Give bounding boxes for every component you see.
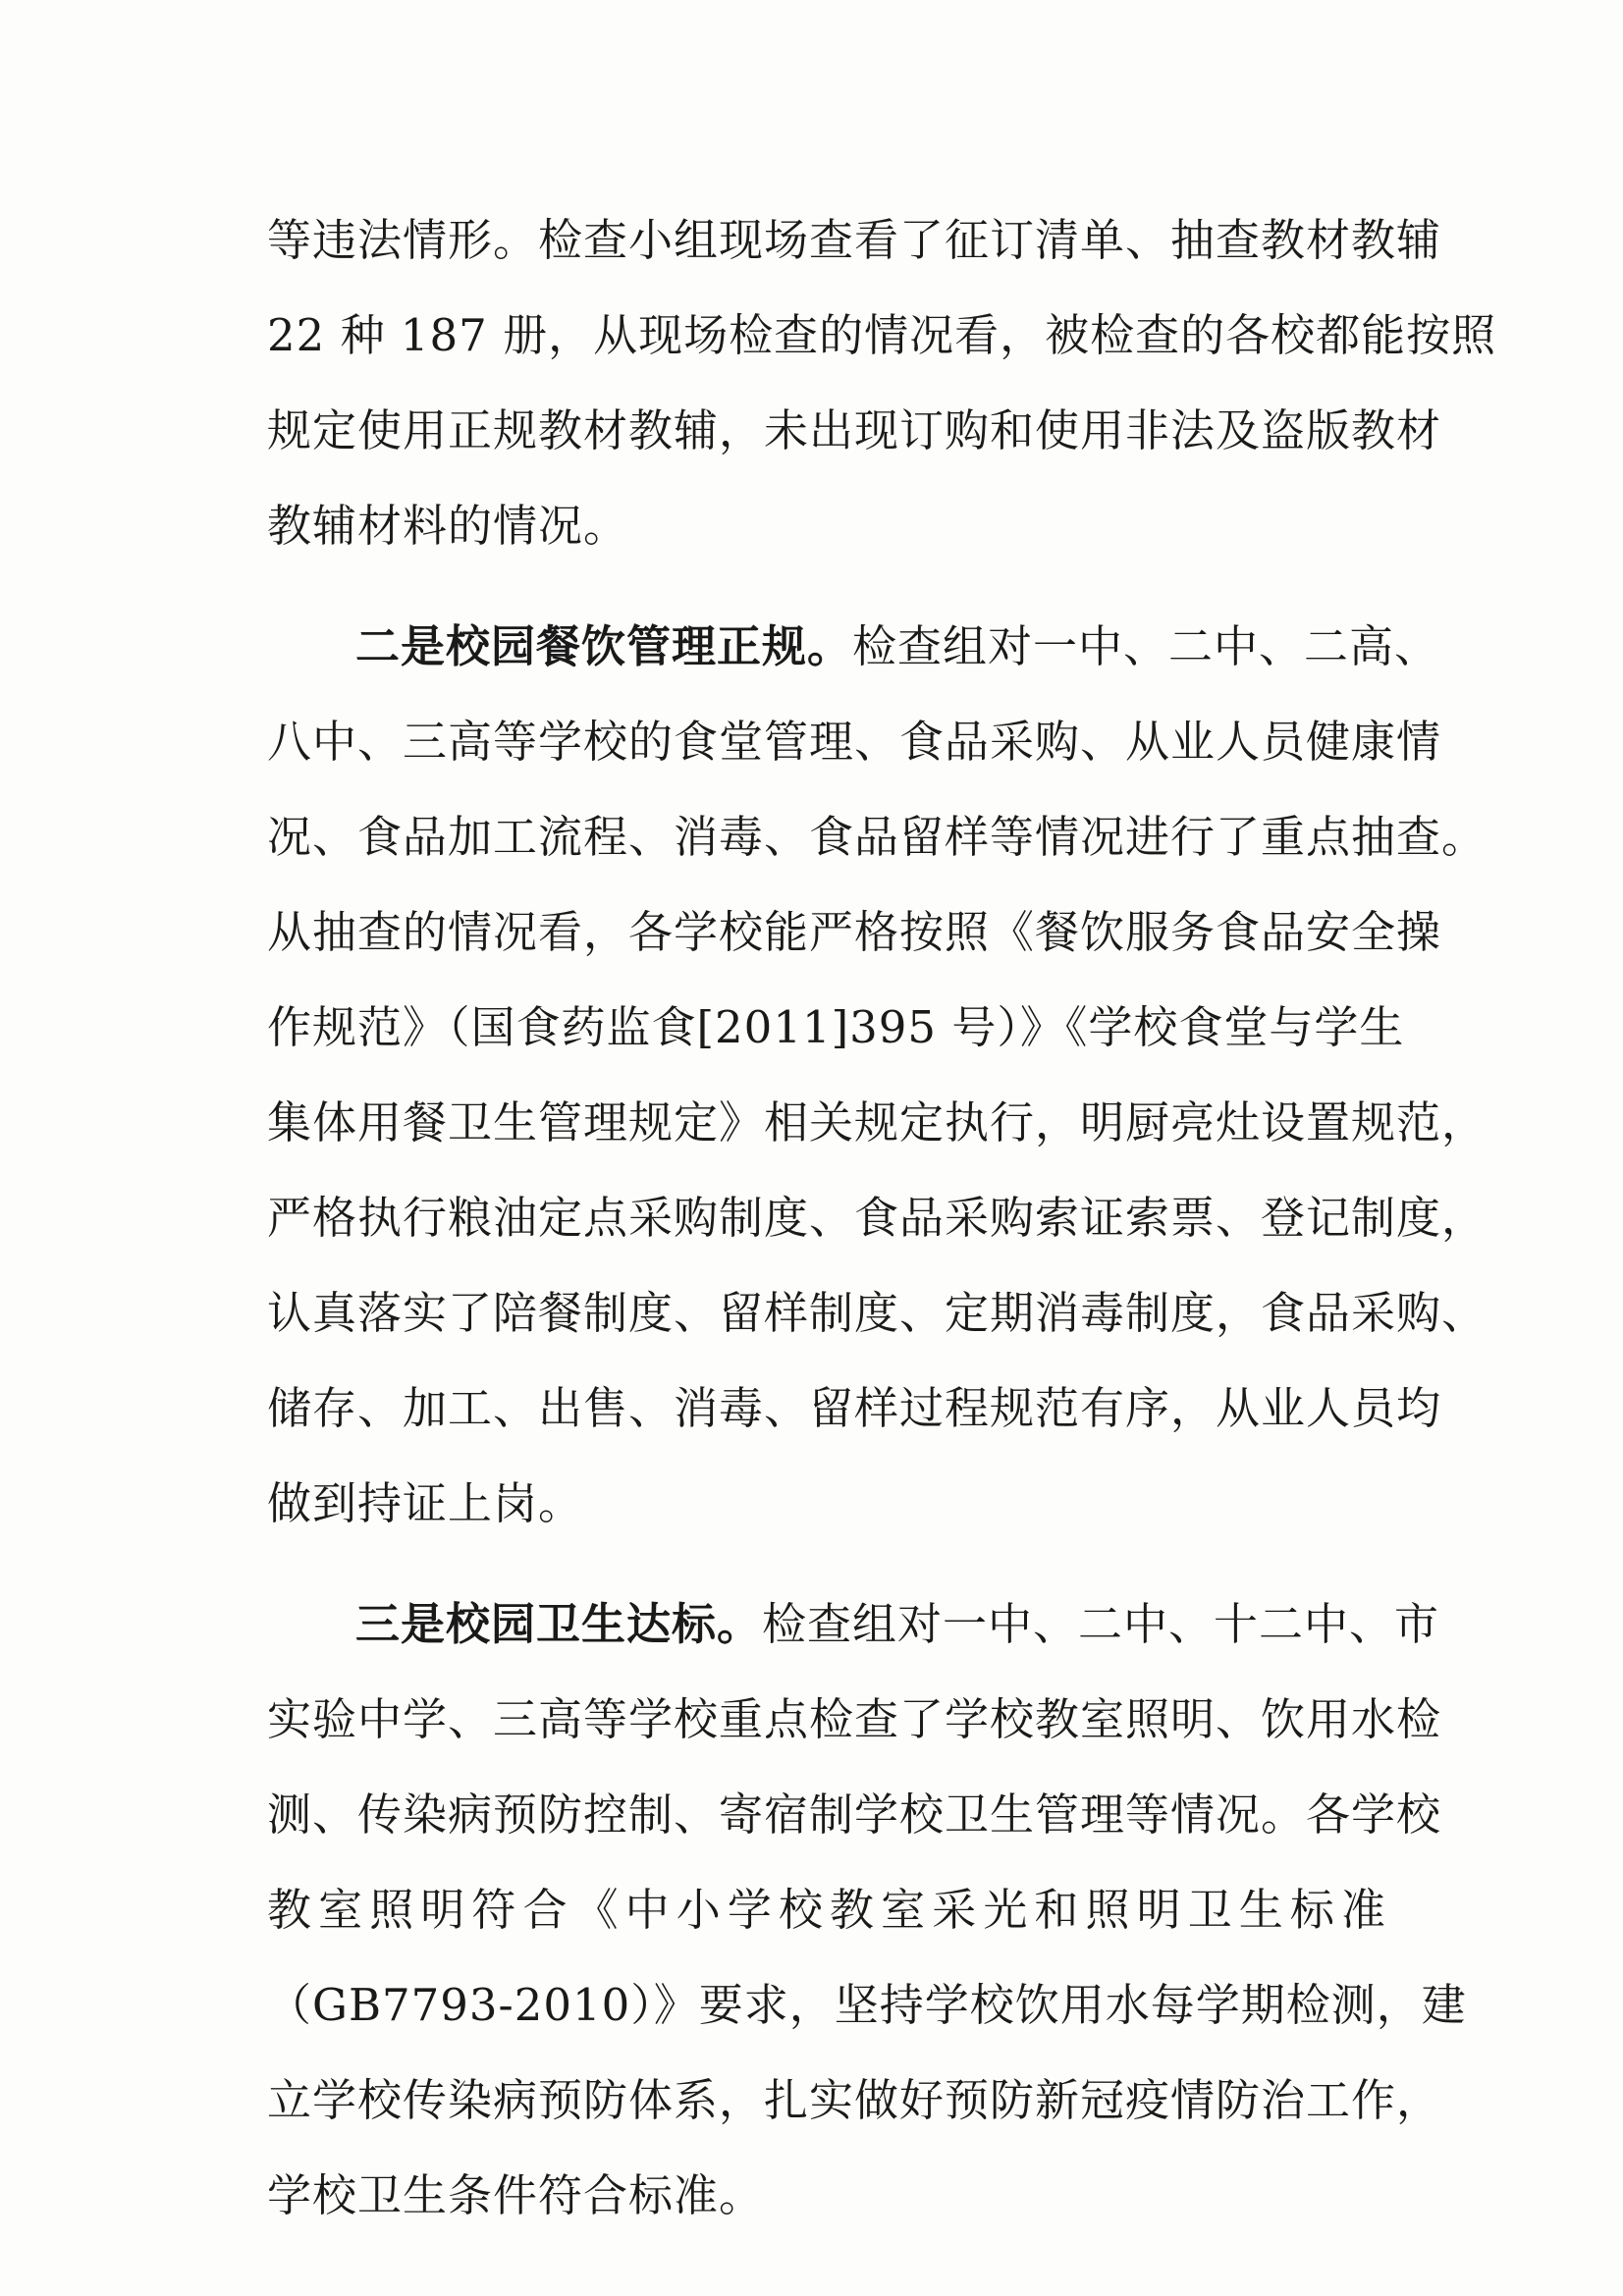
- text-line: 规定使用正规教材教辅，未出现订购和使用非法及盗版教材: [267, 404, 1442, 456]
- document-body: [267, 192, 1497, 2243]
- text-line: 学校卫生条件符合标准。: [267, 2169, 765, 2221]
- text-line: 立学校传染病预防体系，扎实做好预防新冠疫情防治工作，: [267, 2074, 1442, 2126]
- paragraph-3: [267, 1576, 1467, 2243]
- text-line: 做到持证上岗。: [267, 1477, 584, 1529]
- text-line: 教室照明符合《中小学校教室采光和照明卫生标准: [267, 1884, 1386, 1936]
- text-line: 八中、三高等学校的食堂管理、食品采购、从业人员健康情: [267, 716, 1442, 768]
- text-line: 严格执行粮油定点采购制度、食品采购索证索票、登记制度，: [267, 1192, 1488, 1244]
- paragraph-1: [267, 192, 1497, 573]
- text-line: 储存、加工、出售、消毒、留样过程规范有序，从业人员均: [267, 1382, 1442, 1434]
- text-line: 22 种 187 册，从现场检查的情况看，被检查的各校都能按照: [267, 309, 1497, 361]
- text-line: [267, 599, 1440, 694]
- text-line: （GB7793-2010）》要求，坚持学校饮用水每学期检测，建: [267, 1979, 1467, 2031]
- text-line: 等违法情形。检查小组现场查看了征订清单、抽查教材教辅: [267, 214, 1442, 266]
- paragraph-2: [267, 599, 1488, 1551]
- text-line: 集体用餐卫生管理规定》相关规定执行，明厨亮灶设置规范，: [267, 1096, 1488, 1148]
- text-line: 测、传染病预防控制、寄宿制学校卫生管理等情况。各学校: [267, 1789, 1442, 1841]
- paragraph-heading: 三是校园卫生达标。: [355, 1598, 763, 1650]
- text-line: 认真落实了陪餐制度、留样制度、定期消毒制度，食品采购、: [267, 1287, 1488, 1339]
- text-line: 教辅材料的情况。: [267, 500, 629, 552]
- paragraph-heading: 二是校园餐饮管理正规。: [355, 620, 853, 672]
- paragraph-spacer: [267, 1551, 1386, 1576]
- text-fragment: 检查组对一中、二中、二高、: [852, 620, 1440, 672]
- paragraph-spacer: [267, 573, 1386, 599]
- text-line: 况、食品加工流程、消毒、食品留样等情况进行了重点抽查。: [267, 811, 1488, 863]
- text-line: 作规范》（国食药监食[2011]395 号）》《学校食堂与学生: [267, 1001, 1405, 1053]
- text-line: [267, 1576, 1440, 1672]
- text-fragment: 检查组对一中、二中、十二中、市: [762, 1598, 1440, 1650]
- text-line: 实验中学、三高等学校重点检查了学校教室照明、饮用水检: [267, 1693, 1442, 1745]
- text-line: 从抽查的情况看，各学校能严格按照《餐饮服务食品安全操: [267, 906, 1442, 958]
